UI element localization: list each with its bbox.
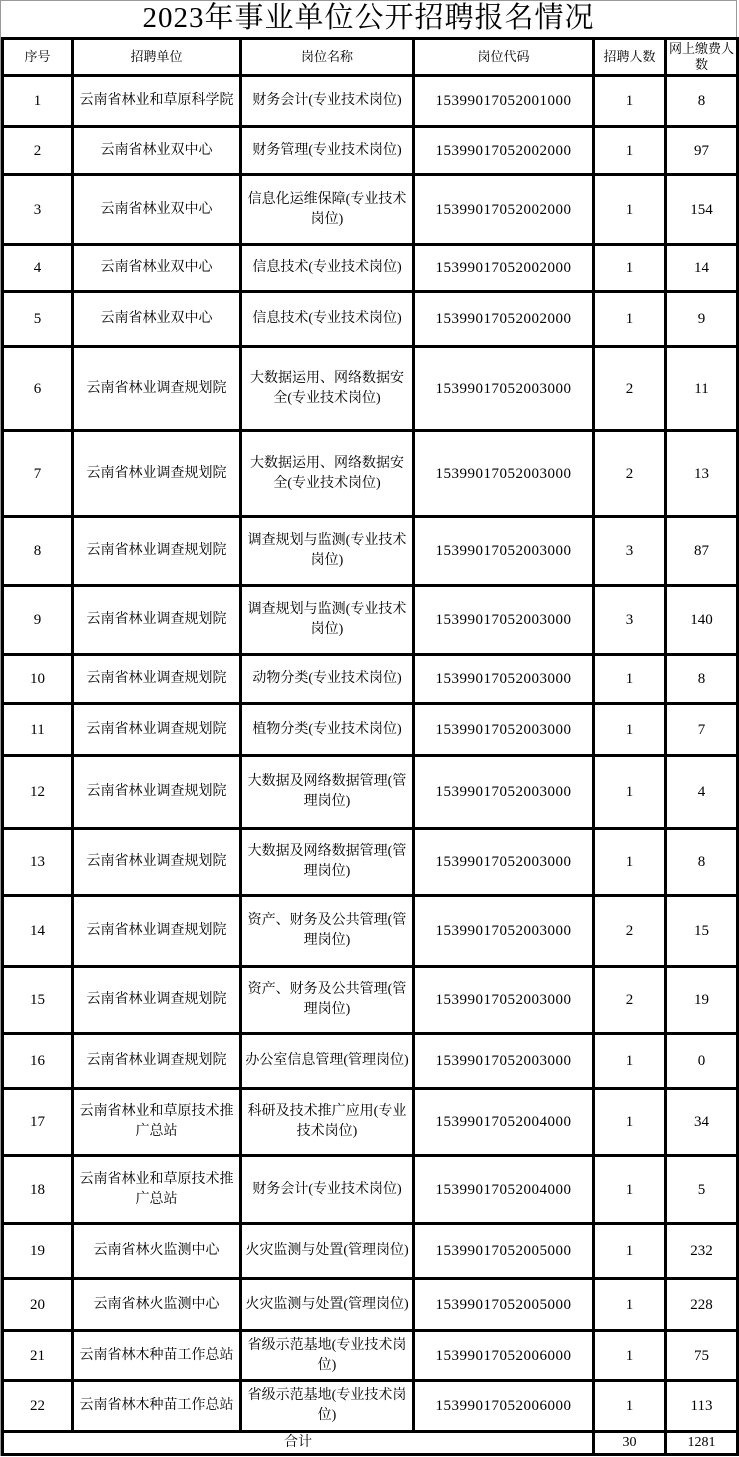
cell-seq: 8 [3, 517, 73, 586]
cell-recruits: 1 [594, 175, 666, 245]
cell-code: 15399017052005000 [414, 1279, 594, 1331]
cell-payers: 8 [666, 655, 738, 704]
cell-position: 财务管理(专业技术岗位) [241, 127, 414, 175]
cell-code: 15399017052003000 [414, 756, 594, 829]
cell-recruits: 2 [594, 896, 666, 967]
cell-code: 15399017052003000 [414, 517, 594, 586]
total-recruits: 30 [594, 1432, 666, 1455]
cell-unit: 云南省林火监测中心 [73, 1224, 241, 1279]
cell-recruits: 1 [594, 1279, 666, 1331]
cell-position: 信息技术(专业技术岗位) [241, 292, 414, 347]
cell-code: 15399017052006000 [414, 1381, 594, 1432]
cell-unit: 云南省林火监测中心 [73, 1279, 241, 1331]
cell-position: 省级示范基地(专业技术岗位) [241, 1381, 414, 1432]
total-label: 合计 [3, 1432, 594, 1455]
cell-code: 15399017052003000 [414, 431, 594, 517]
cell-recruits: 1 [594, 1381, 666, 1432]
cell-recruits: 1 [594, 127, 666, 175]
cell-seq: 6 [3, 347, 73, 431]
cell-position: 大数据及网络数据管理(管理岗位) [241, 756, 414, 829]
table-row [3, 127, 738, 175]
table-row [3, 517, 738, 586]
table-row [3, 756, 738, 829]
cell-unit: 云南省林业双中心 [73, 292, 241, 347]
table-row [3, 1381, 738, 1432]
cell-code: 15399017052005000 [414, 1224, 594, 1279]
column-header-payers: 网上缴费人数 [666, 39, 738, 76]
cell-position: 信息技术(专业技术岗位) [241, 245, 414, 292]
cell-position: 动物分类(专业技术岗位) [241, 655, 414, 704]
cell-unit: 云南省林业调查规划院 [73, 704, 241, 756]
cell-position: 财务会计(专业技术岗位) [241, 76, 414, 127]
cell-payers: 228 [666, 1279, 738, 1331]
cell-seq: 9 [3, 586, 73, 655]
cell-code: 15399017052004000 [414, 1156, 594, 1224]
page-title: 2023年事业单位公开招聘报名情况 [142, 2, 595, 34]
cell-unit: 云南省林业调查规划院 [73, 655, 241, 704]
cell-seq: 3 [3, 175, 73, 245]
cell-seq: 10 [3, 655, 73, 704]
table-row [3, 1089, 738, 1156]
cell-seq: 17 [3, 1089, 73, 1156]
cell-recruits: 2 [594, 967, 666, 1034]
cell-unit: 云南省林木种苗工作总站 [73, 1331, 241, 1381]
recruitment-table [1, 37, 739, 1456]
cell-recruits: 1 [594, 1331, 666, 1381]
cell-payers: 154 [666, 175, 738, 245]
table-row [3, 829, 738, 896]
cell-seq: 20 [3, 1279, 73, 1331]
cell-position: 省级示范基地(专业技术岗位) [241, 1331, 414, 1381]
cell-position: 大数据及网络数据管理(管理岗位) [241, 829, 414, 896]
cell-recruits: 3 [594, 517, 666, 586]
cell-unit: 云南省林业和草原科学院 [73, 76, 241, 127]
cell-unit: 云南省林业调查规划院 [73, 756, 241, 829]
cell-payers: 5 [666, 1156, 738, 1224]
cell-unit: 云南省林业双中心 [73, 245, 241, 292]
table-row [3, 896, 738, 967]
cell-unit: 云南省林业调查规划院 [73, 431, 241, 517]
cell-position: 大数据运用、网络数据安全(专业技术岗位) [241, 347, 414, 431]
table-row [3, 347, 738, 431]
cell-recruits: 2 [594, 431, 666, 517]
column-header-code: 岗位代码 [414, 39, 594, 76]
cell-payers: 15 [666, 896, 738, 967]
table-row [3, 1156, 738, 1224]
cell-recruits: 1 [594, 76, 666, 127]
table-row [3, 1034, 738, 1089]
cell-seq: 7 [3, 431, 73, 517]
cell-unit: 云南省林业双中心 [73, 175, 241, 245]
table-row [3, 655, 738, 704]
cell-code: 15399017052004000 [414, 1089, 594, 1156]
cell-unit: 云南省林业和草原技术推广总站 [73, 1089, 241, 1156]
cell-payers: 11 [666, 347, 738, 431]
cell-recruits: 1 [594, 756, 666, 829]
table-row [3, 1331, 738, 1381]
cell-code: 15399017052003000 [414, 896, 594, 967]
cell-code: 15399017052002000 [414, 292, 594, 347]
cell-seq: 2 [3, 127, 73, 175]
table-row [3, 431, 738, 517]
cell-seq: 22 [3, 1381, 73, 1432]
cell-position: 资产、财务及公共管理(管理岗位) [241, 896, 414, 967]
cell-code: 15399017052003000 [414, 704, 594, 756]
cell-recruits: 1 [594, 704, 666, 756]
column-header-position: 岗位名称 [241, 39, 414, 76]
cell-payers: 75 [666, 1331, 738, 1381]
cell-unit: 云南省林业调查规划院 [73, 967, 241, 1034]
column-header-recruits: 招聘人数 [594, 39, 666, 76]
cell-position: 财务会计(专业技术岗位) [241, 1156, 414, 1224]
cell-payers: 0 [666, 1034, 738, 1089]
cell-seq: 16 [3, 1034, 73, 1089]
cell-seq: 5 [3, 292, 73, 347]
cell-position: 调查规划与监测(专业技术岗位) [241, 517, 414, 586]
table-row [3, 76, 738, 127]
cell-code: 15399017052001000 [414, 76, 594, 127]
cell-seq: 11 [3, 704, 73, 756]
cell-recruits: 1 [594, 1156, 666, 1224]
cell-seq: 21 [3, 1331, 73, 1381]
cell-position: 调查规划与监测(专业技术岗位) [241, 586, 414, 655]
cell-code: 15399017052003000 [414, 1034, 594, 1089]
cell-position: 资产、财务及公共管理(管理岗位) [241, 967, 414, 1034]
cell-recruits: 3 [594, 586, 666, 655]
cell-position: 植物分类(专业技术岗位) [241, 704, 414, 756]
table-row [3, 967, 738, 1034]
cell-recruits: 1 [594, 829, 666, 896]
cell-unit: 云南省林业调查规划院 [73, 896, 241, 967]
cell-recruits: 1 [594, 292, 666, 347]
cell-position: 火灾监测与处置(管理岗位) [241, 1224, 414, 1279]
table-row [3, 1279, 738, 1331]
cell-seq: 4 [3, 245, 73, 292]
cell-payers: 140 [666, 586, 738, 655]
cell-seq: 18 [3, 1156, 73, 1224]
cell-payers: 14 [666, 245, 738, 292]
table-row [3, 245, 738, 292]
cell-payers: 97 [666, 127, 738, 175]
table-body [3, 76, 738, 1432]
cell-position: 办公室信息管理(管理岗位) [241, 1034, 414, 1089]
cell-position: 科研及技术推广应用(专业技术岗位) [241, 1089, 414, 1156]
table-row [3, 292, 738, 347]
cell-code: 15399017052003000 [414, 829, 594, 896]
column-header-seq: 序号 [3, 39, 73, 76]
cell-payers: 8 [666, 76, 738, 127]
cell-code: 15399017052003000 [414, 967, 594, 1034]
table-row [3, 175, 738, 245]
table-row [3, 1224, 738, 1279]
cell-seq: 1 [3, 76, 73, 127]
table-row [3, 704, 738, 756]
cell-payers: 87 [666, 517, 738, 586]
cell-position: 大数据运用、网络数据安全(专业技术岗位) [241, 431, 414, 517]
cell-code: 15399017052003000 [414, 347, 594, 431]
cell-recruits: 1 [594, 1224, 666, 1279]
cell-payers: 9 [666, 292, 738, 347]
cell-code: 15399017052002000 [414, 245, 594, 292]
cell-seq: 12 [3, 756, 73, 829]
cell-payers: 7 [666, 704, 738, 756]
cell-position: 信息化运维保障(专业技术岗位) [241, 175, 414, 245]
cell-recruits: 2 [594, 347, 666, 431]
cell-seq: 19 [3, 1224, 73, 1279]
total-payers: 1281 [666, 1432, 738, 1455]
cell-payers: 13 [666, 431, 738, 517]
cell-code: 15399017052006000 [414, 1331, 594, 1381]
cell-code: 15399017052002000 [414, 175, 594, 245]
cell-code: 15399017052003000 [414, 655, 594, 704]
column-header-unit: 招聘单位 [73, 39, 241, 76]
cell-code: 15399017052003000 [414, 586, 594, 655]
cell-unit: 云南省林业和草原技术推广总站 [73, 1156, 241, 1224]
cell-unit: 云南省林业双中心 [73, 127, 241, 175]
table-row [3, 586, 738, 655]
cell-recruits: 1 [594, 245, 666, 292]
cell-recruits: 1 [594, 655, 666, 704]
cell-seq: 15 [3, 967, 73, 1034]
cell-payers: 232 [666, 1224, 738, 1279]
cell-payers: 8 [666, 829, 738, 896]
cell-payers: 19 [666, 967, 738, 1034]
cell-payers: 113 [666, 1381, 738, 1432]
cell-unit: 云南省林业调查规划院 [73, 1034, 241, 1089]
cell-position: 火灾监测与处置(管理岗位) [241, 1279, 414, 1331]
cell-unit: 云南省林业调查规划院 [73, 586, 241, 655]
total-row [3, 1432, 738, 1455]
cell-unit: 云南省林木种苗工作总站 [73, 1381, 241, 1432]
cell-recruits: 1 [594, 1089, 666, 1156]
cell-recruits: 1 [594, 1034, 666, 1089]
cell-seq: 14 [3, 896, 73, 967]
cell-unit: 云南省林业调查规划院 [73, 517, 241, 586]
cell-unit: 云南省林业调查规划院 [73, 829, 241, 896]
cell-payers: 34 [666, 1089, 738, 1156]
cell-code: 15399017052002000 [414, 127, 594, 175]
cell-unit: 云南省林业调查规划院 [73, 347, 241, 431]
cell-payers: 4 [666, 756, 738, 829]
table-header-row [3, 39, 738, 76]
cell-seq: 13 [3, 829, 73, 896]
